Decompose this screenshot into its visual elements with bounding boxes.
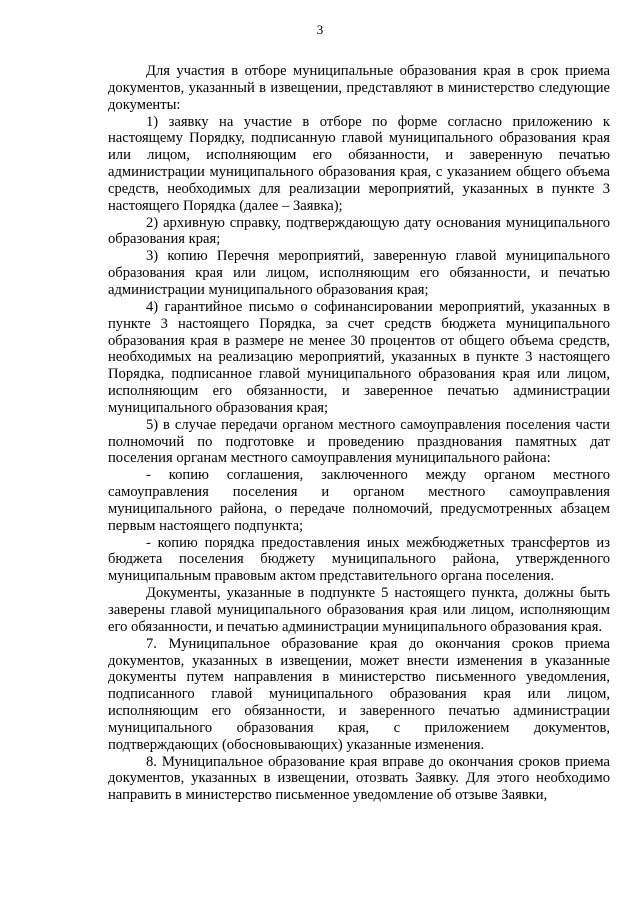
paragraph-dash-2: - копию порядка предоставления иных межбюджетных трансфертов из бюджета поселения бюджету муниципального района, утвержденного муниципальным правовым актом представительного органа поселения. <box>108 534 610 585</box>
page-number: 3 <box>316 22 324 37</box>
paragraph-item-3: 3) копию Перечня мероприятий, заверенную главой муниципального образования края или лицом, исполняющим его обязанности, и печатью администрации муниципального образования края; <box>108 248 610 298</box>
paragraph-intro: Для участия в отборе муниципальные образования края в срок приема документов, указанный в извещении, представляют в министерство следующие документы: <box>108 63 610 113</box>
document-body <box>108 63 610 804</box>
paragraph-item-4: 4) гарантийное письмо о софинансировании мероприятий, указанных в пункте 3 настоящего Порядка, за счет средств бюджета муниципального образования края в размере не менее 30 процентов от общего объема средств, необходимых на реализацию мероприятий, указанных в пункте 3 настоящего Порядка, подписанное главой муниципального образования края или лицом, исполняющим его обязанности, и заверенное печатью администрации муниципального образования края; <box>108 298 610 416</box>
paragraph-item-2: 2) архивную справку, подтверждающую дату основания муниципального образования края; <box>108 214 610 248</box>
paragraph-item-5: 5) в случае передачи органом местного самоуправления поселения части полномочий по подготовке и проведению празднования памятных дат поселения органам местного самоуправления муниципального района: <box>108 416 610 467</box>
paragraph-clause-7: 7. Муниципальное образование края до окончания сроков приема документов, указанных в извещении, может внести изменения в указанные документы путем направления в министерство письменного уведомления, подписанного главой муниципального образования края или лицом, исполняющим его обязанности, и заверенного печатью администрации муниципального образования края, с приложением документов, подтверждающих (обосновывающих) указанные изменения. <box>108 635 610 753</box>
paragraph-documents-note: Документы, указанные в подпункте 5 настоящего пункта, должны быть заверены главой муниципального образования края или лицом, исполняющим его обязанности, и печатью администрации муниципального образования края. <box>108 585 610 635</box>
paragraph-clause-8: 8. Муниципальное образование края вправе до окончания сроков приема документов, указанных в извещении, отозвать Заявку. Для этого необходимо направить в министерство письменное уведомление об отзыве Заявки, <box>108 753 610 804</box>
paragraph-dash-1: - копию соглашения, заключенного между органом местного самоуправления поселения и органом местного самоуправления муниципального района, о передаче полномочий, предусмотренных абзацем первым настоящего подпункта; <box>108 467 610 534</box>
paragraph-item-1: 1) заявку на участие в отборе по форме согласно приложению к настоящему Порядку, подписанную главой муниципального образования края или лицом, исполняющим его обязанности, и заверенную печатью администрации муниципального образования края, с указанием общего объема средств, необходимых для реализации мероприятий, указанных в пункте 3 настоящего Порядка (далее – Заявка); <box>108 113 610 214</box>
